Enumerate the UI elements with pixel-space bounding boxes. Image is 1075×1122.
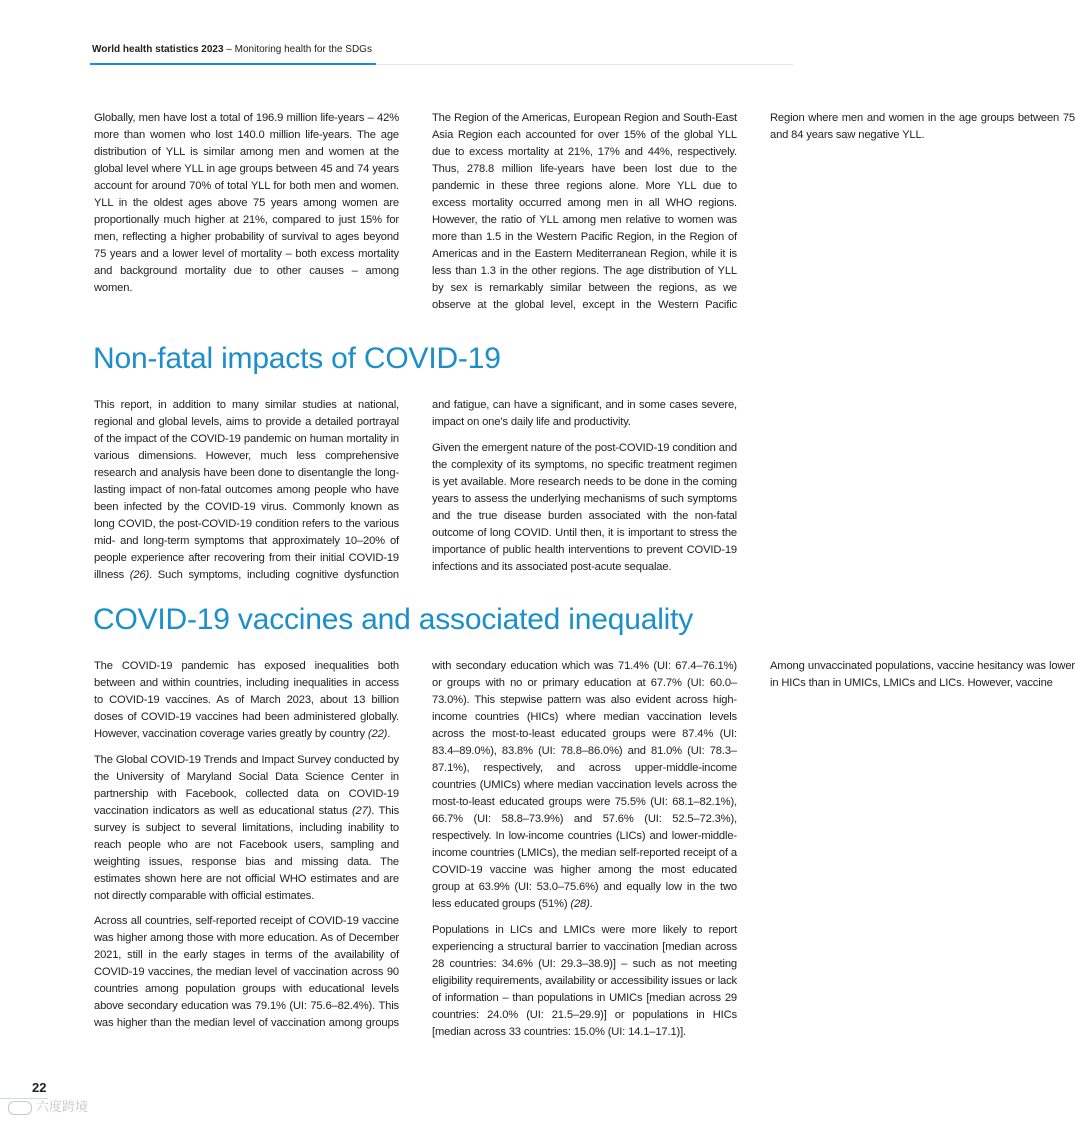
header-divider — [376, 64, 793, 65]
section-heading-vaccines-inequality: COVID-19 vaccines and associated inequality — [93, 603, 694, 636]
section-vaccines-text — [94, 658, 1075, 1048]
section-non-fatal-text — [94, 397, 737, 585]
watermark-text: 六度跨境 — [36, 1100, 89, 1115]
paragraph: The COVID-19 pandemic has exposed inequalities both between and within countries, including inequalities in access to COVID-19 vaccines. As of March 2023, about 13 billion doses of COVID-19 vaccines had been administered globally. However, vaccination coverage varies greatly by country (22). — [94, 660, 399, 740]
page-number: 22 — [32, 1080, 47, 1095]
paragraph: Globally, men have lost a total of 196.9 million life-years – 42% more than women who lost 140.0 million life-years. The age distribution of YLL is similar among men and women at the global level where YLL in age groups between 45 and 74 years account for around 70% of total YLL for both men and women. YLL in the oldest ages above 75 years among women are proportionally much higher at 21%, compared to just 15% for men, reflecting a higher probability of survival to ages beyond 75 years and a lower level of mortality – both excess mortality and background mortality due to other causes – among women. — [94, 112, 399, 294]
paragraph: Among unvaccinated populations, vaccine hesitancy was lower in HICs than in UMICs, LMICs and LICs. However, vaccine — [770, 660, 1075, 689]
citation: (28) — [570, 898, 590, 910]
section-heading-non-fatal-impacts: Non-fatal impacts of COVID-19 — [93, 342, 501, 375]
citation: (22) — [367, 728, 388, 740]
paragraph: The Region of the Americas, European Region and South-East Asia Region each accounted for over 15% of the global YLL due to excess mortality at 21%, 17% and 44%, respectively. Thus, 278.8 million life-years have been lost due to the pandemic in these three regions alone. More YLL due to excess mortality occurred among men in all WHO regions. However, the ratio of YLL among men relative to women was more than 1.5 in the Western Pacific Region, in the Region of Americas and in the Eastern Mediterranean Region, while it is less than 1.3 in the other regions. The age distribution of YLL by sex is remarkably similar between the regions, as we observe at the global level, except in the Western Pacific Region where men and women in the age groups between 75 and 84 years saw negative YLL. — [432, 112, 1075, 311]
running-header — [92, 44, 372, 55]
watermark — [8, 1096, 88, 1115]
paragraph: Given the emergent nature of the post-COVID-19 condition and the complexity of its symptoms, no specific treatment regimen is yet available. More research needs to be done in the coming years to assess the underlying mechanisms of such symptoms and the true disease burden associated with the non-fatal outcome of long COVID. Until then, it is important to stress the importance of public health interventions to prevent COVID-19 infections and its associated post-acute sequalae. — [432, 441, 737, 573]
paragraph: Across all countries, self-reported receipt of COVID-19 vaccine was higher among those with more education. As of December 2021, still in the early stages in terms of the availability of COVID-19 vaccines, the median level of vaccination across 90 countries among population groups with educational levels above secondary education was 79.1% (UI: 75.6–82.4%). This was higher than the median level of vaccination among groups with secondary education which was 71.4% (UI: 67.4–76.1%) or groups with no or primary education at 67.7% (UI: 60.0–73.0%). This stepwise pattern was also evident across high-income countries (HICs) where median vaccination levels across the most-to-least educated groups were 87.4% (UI: 83.4–89.0%), 83.8% (UI: 78.8–86.0%) and 81.0% (UI: 78.3–87.1%), respectively, and across upper-middle-income countries (UMICs) where median vaccination levels across the most-to-least educated groups were 75.5% (UI: 68.1–82.1%), 66.7% (UI: 58.8–73.9%) and 57.6% (UI: 52.5–72.3%), respectively. In low-income countries (LICs) and lower-middle-income countries (LMICs), the median self-reported receipt of a COVID-19 vaccine was higher among the most educated group at 63.9% (UI: 53.0–75.6%) and equally low in the two less educated groups (51%) (28). — [94, 660, 737, 1029]
watermark-logo-icon — [8, 1101, 32, 1115]
paragraph: The Global COVID-19 Trends and Impact Survey conducted by the University of Maryland Social Data Science Center in partnership with Facebook, collected data on COVID-19 vaccination indicators as well as educational status (27). This survey is subject to several limitations, including inability to reach people who are not Facebook users, sampling and weighting issues, response bias and missing data. The estimates shown here are not official WHO estimates and are not directly comparable with official estimates. — [94, 753, 400, 902]
header-title: World health statistics 2023 — [92, 44, 224, 55]
paragraph: This report, in addition to many similar studies at national, regional and global levels, aims to provide a detailed portrayal of the impact of the COVID-19 pandemic on human mortality in various dimensions. However, much less comprehensive research and analysis have been done to disentangle the long-lasting impact of non-fatal outcomes among people who have been infected by the COVID-19 virus. Commonly known as long COVID, the post-COVID-19 condition refers to the various mid- and long-term symptoms that approximately 10–20% of people experience after recovering from their initial COVID-19 illness (26). Such symptoms, including cognitive dysfunction and fatigue, can have a significant, and in some cases severe, impact on one’s daily life and productivity. — [94, 399, 737, 581]
citation: (26) — [129, 569, 150, 581]
header-accent-rule — [90, 63, 376, 65]
citation: (27) — [351, 804, 372, 817]
paragraph: Populations in LICs and LMICs were more likely to report experiencing a structural barrier to vaccination [median across 28 countries: 34.6% (UI: 29.3–38.9)] – such as not meeting eligibility requirements, availability or accessibility issues or lack of information – than populations in UMICs [median across 29 countries: 24.0% (UI: 21.5–29.9)] or populations in HICs [median across 33 countries: 15.0% (UI: 14.1–17.1)]. — [432, 923, 737, 1038]
header-subtitle: – Monitoring health for the SDGs — [223, 44, 372, 55]
section-yll-text — [94, 110, 1075, 326]
